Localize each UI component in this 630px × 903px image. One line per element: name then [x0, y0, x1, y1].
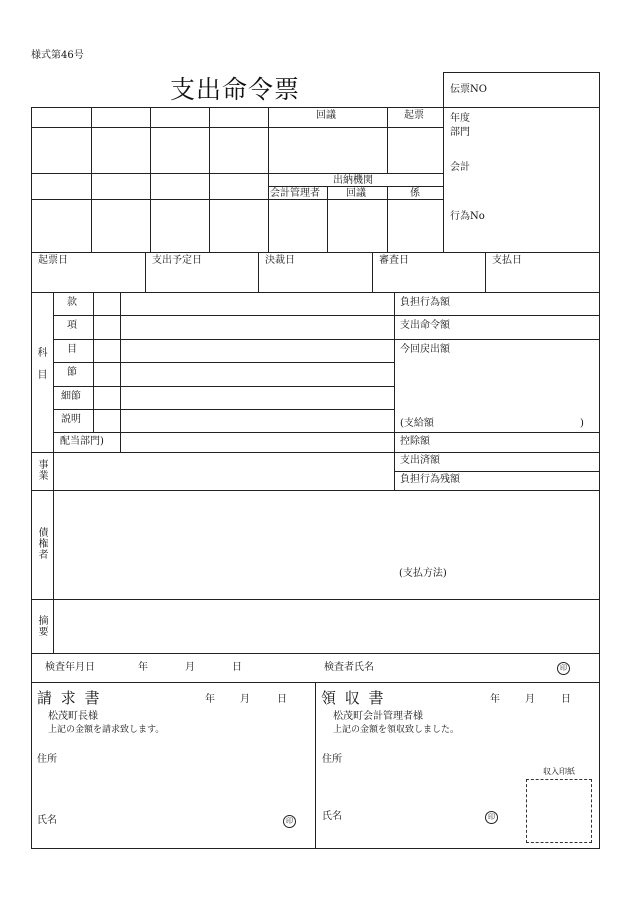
rule-bottom — [31, 848, 600, 849]
inspection-year: 年 — [138, 662, 148, 673]
rule-col — [120, 292, 121, 452]
inspector-seal-mark: 印 — [557, 662, 570, 675]
decision-date-label: 決裁日 — [265, 255, 295, 266]
payment-method-label: (支払方法) — [399, 568, 447, 579]
rule-row — [31, 292, 600, 293]
rule-row — [53, 409, 394, 410]
receipt-title: 領 収 書 — [321, 689, 386, 707]
rule-row — [31, 127, 443, 128]
disbursing-org-label: 出納機関 — [333, 175, 373, 186]
rule-row — [53, 386, 394, 387]
rule-col — [268, 107, 269, 252]
draft-date-label: 起票日 — [38, 255, 68, 266]
form-number: 様式第46号 — [31, 50, 84, 61]
creditor-label: 債権者 — [36, 527, 47, 560]
receipt-name-label: 氏名 — [322, 811, 342, 822]
subject-item-moku: 目 — [67, 344, 77, 355]
return-amount-label: 今回戻出額 — [400, 344, 450, 355]
action-no-label: 行為No — [450, 211, 485, 222]
slip-no-label: 伝票NO — [450, 84, 487, 95]
receipt-statement: 上記の金額を領収致しました。 — [333, 725, 460, 735]
rule-row — [53, 339, 600, 340]
revenue-stamp-box[interactable] — [526, 779, 592, 843]
rule-col — [145, 252, 146, 292]
deduction-label: 控除額 — [400, 436, 430, 447]
rule-col — [443, 72, 444, 252]
rule-row — [31, 490, 600, 491]
rule-row — [31, 452, 600, 453]
rule-col — [485, 252, 486, 292]
burden-remaining-label: 負担行為残額 — [400, 474, 460, 485]
invoice-seal-mark: 印 — [283, 815, 296, 828]
burden-action-label: 負担行為額 — [400, 297, 450, 308]
account-label: 会計 — [450, 162, 470, 173]
subject-label: 科目 — [35, 347, 46, 391]
receipt-addressee: 松茂町会計管理者様 — [333, 711, 423, 722]
page-title: 支出命令票 — [170, 75, 301, 104]
rule-row — [53, 432, 600, 433]
receipt-day: 日 — [561, 694, 571, 705]
deliberation2-label: 回議 — [346, 188, 366, 199]
accountant-label: 会計管理者 — [270, 188, 320, 199]
rule-row — [31, 173, 443, 174]
planned-date-label: 支出予定日 — [152, 255, 202, 266]
rule-row — [394, 471, 600, 472]
deliberation-label: 回議 — [316, 110, 336, 121]
paid-label: 支出済額 — [400, 455, 440, 466]
rule-right — [599, 72, 600, 849]
review-date-label: 審査日 — [379, 255, 409, 266]
inspection-date-label: 検査年月日 — [45, 662, 95, 673]
invoice-statement: 上記の金額を請求致します。 — [48, 725, 165, 735]
rule-left — [31, 107, 32, 849]
invoice-name-label: 氏名 — [37, 815, 57, 826]
inspection-month: 月 — [185, 662, 195, 673]
assigned-dept-label: 配当部門) — [60, 436, 104, 447]
invoice-title: 請 求 書 — [37, 689, 102, 707]
invoice-day: 日 — [277, 694, 287, 705]
rule-col — [327, 186, 328, 252]
subject-item-kan: 款 — [67, 297, 77, 308]
receipt-address-label: 住所 — [322, 754, 342, 765]
clerk-label: 係 — [410, 188, 420, 199]
department-label: 部門 — [450, 127, 470, 138]
receipt-year: 年 — [490, 694, 500, 705]
fiscal-year-label: 年度 — [450, 113, 470, 124]
inspector-name-label: 検査者氏名 — [324, 662, 374, 673]
receipt-month: 月 — [525, 694, 535, 705]
inspection-day: 日 — [232, 662, 242, 673]
subject-item-kou: 項 — [67, 320, 77, 331]
rule-row — [268, 186, 443, 187]
invoice-addressee: 松茂町長様 — [48, 711, 98, 722]
revenue-stamp-label: 収入印紙 — [543, 767, 575, 776]
rule-row — [53, 362, 394, 363]
rule-row — [31, 653, 600, 654]
rule-row — [31, 252, 600, 253]
drafter-label: 起票 — [404, 110, 424, 121]
rule-slipno — [443, 107, 600, 108]
subject-item-saisetsu: 細節 — [61, 391, 81, 402]
rule-col — [315, 682, 316, 848]
receipt-seal-mark: 印 — [485, 811, 498, 824]
rule-col — [394, 292, 395, 490]
subject-item-setsumei: 説明 — [61, 414, 81, 425]
expenditure-order-label: 支出命令額 — [400, 320, 450, 331]
supply-open-label: (支給額 — [400, 418, 434, 429]
supply-close-label: ) — [580, 418, 584, 429]
rule-col — [150, 107, 151, 252]
invoice-year: 年 — [205, 694, 215, 705]
invoice-month: 月 — [240, 694, 250, 705]
payment-date-label: 支払日 — [492, 255, 522, 266]
invoice-address-label: 住所 — [37, 754, 57, 765]
rule-row — [31, 599, 600, 600]
rule-col — [209, 107, 210, 252]
rule-top-right — [443, 72, 600, 73]
rule-row — [31, 199, 443, 200]
rule-col — [372, 252, 373, 292]
rule-col — [387, 186, 388, 252]
rule-col — [91, 107, 92, 252]
summary-label: 摘要 — [36, 615, 47, 637]
rule-row — [53, 315, 600, 316]
subject-item-setsu: 節 — [67, 367, 77, 378]
project-label: 事業 — [36, 459, 47, 481]
rule-col — [387, 107, 388, 173]
rule-col — [258, 252, 259, 292]
